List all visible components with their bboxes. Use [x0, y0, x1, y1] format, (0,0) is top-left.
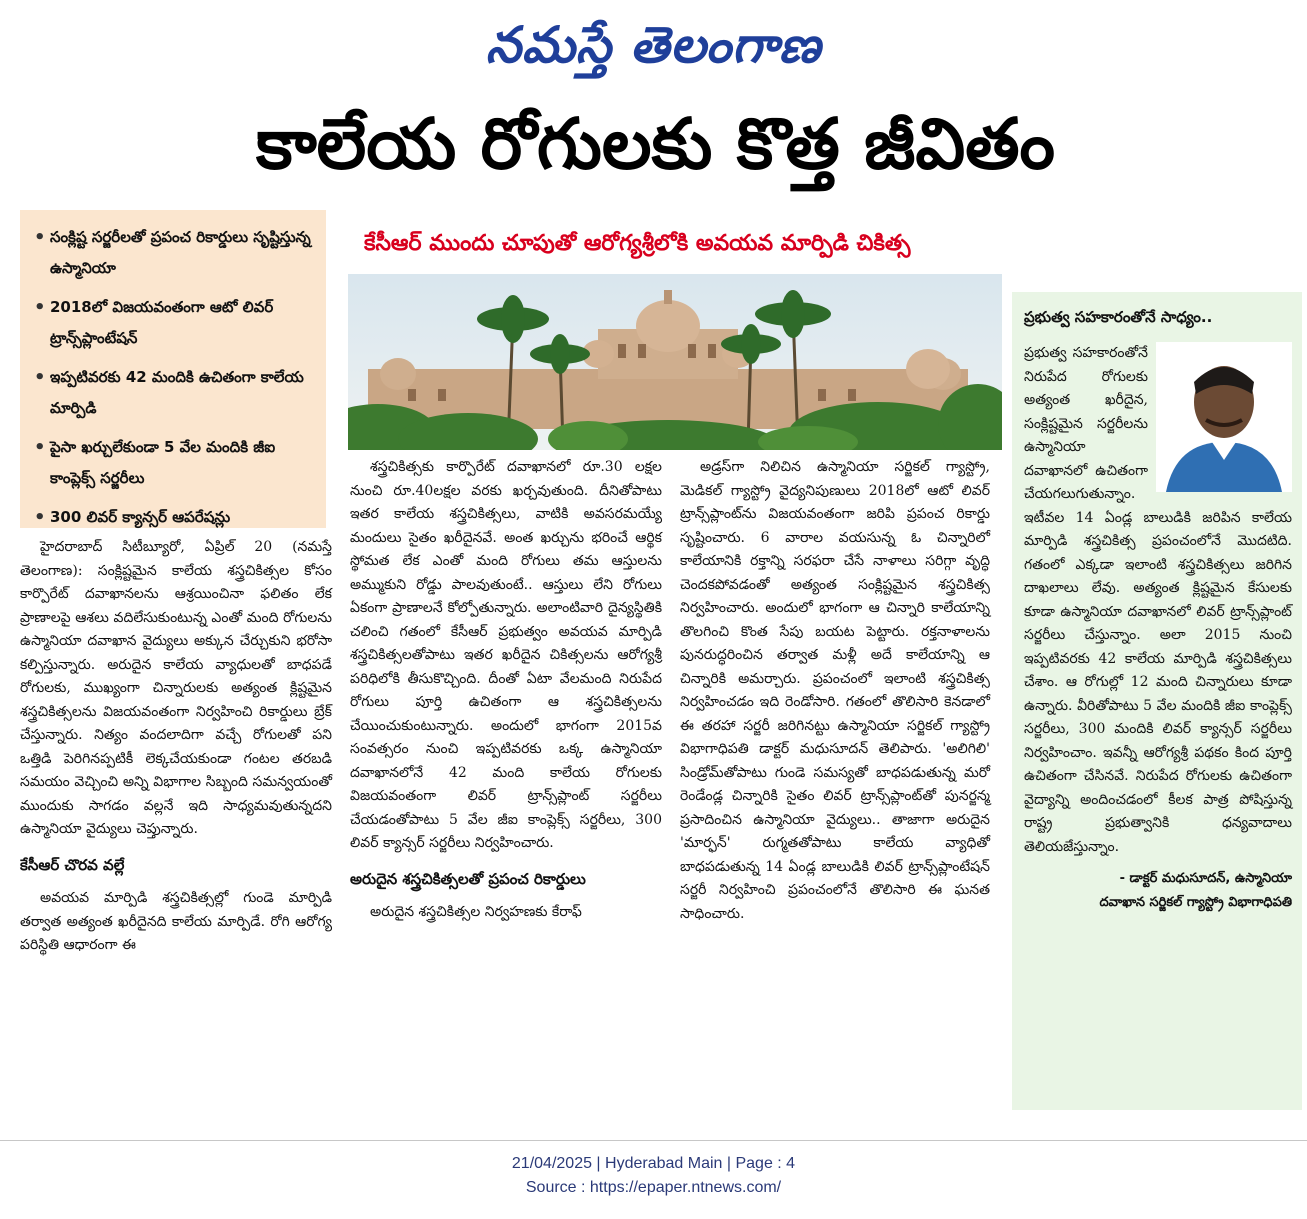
subheadline: కేసీఆర్ ముందు చూపుతో ఆరోగ్యశ్రీలోకి అవయవ మార్పిడి చికిత్స	[348, 214, 1002, 274]
article-paragraph: అవయవ మార్పిడి శస్త్రచికిత్సల్లో గుండె మార్పిడి తర్వాత అత్యంత ఖరీదైనది కాలేయ మార్పిడే. రోగి ఆరోగ్య పరిస్థితి ఆధారంగా ఈ	[20, 890, 332, 953]
sidebar-quote: ప్రభుత్వ సహకారంతోనే నిరుపేద రోగులకు అత్యంత ఖరీదైన, సంక్లిష్టమైన సర్జరీలను ఉస్మానియా దవాఖానలో ఉచితంగా చేయగలుగుతున్నాం. ఇటీవల 14 ఏండ్ల బాలుడికి జరిపిన కాలేయ మార్పిడి శస్త్రచికిత్స ప్రపంచంలోనే మొదటిది. గతంలో ఎక్కడా ఇలాంటి శస్త్రచికిత్సలు జరిగిన దాఖలాలు లేవు. అత్యంత క్లిష్టమైన కేసులకు కూడా ఉస్మానియా దవాఖానలో లివర్ ట్రాన్స్‌ప్లాంట్ సర్జరీలు చేస్తున్నాం. అలా 2015 నుంచి ఇప్పటివరకు 42 కాలేయ మార్పిడి శస్త్రచికిత్సలు చేశాం. ఆ రోగుల్లో 12 మంది చిన్నారులు కూడా ఉన్నారు. వీరితోపాటు 5 వేల మందికి జీఐ కాంప్లెక్స్ సర్జరీలు, 300 మందికి లివర్ క్యాన్సర్ సర్జరీలు నిర్వహించాం. ఇవన్నీ ఆరోగ్యశ్రీ పథకం కింద పూర్తి ఉచితంగా చేసినవే. నిరుపేద రోగులకు ఉచితంగా వైద్యాన్ని అందించడంలో కీలక పాత్ర పోషిస్తున్న రాష్ట్ర ప్రభుత్వానికి ధన్యవాదాలు తెలియజేస్తున్నాం.	[1024, 345, 1292, 855]
section-subtitle: కేసీఆర్ చొరవ వల్లే	[20, 855, 125, 874]
masthead-logo: నమస్తే తెలంగాణ	[485, 15, 822, 74]
doctor-photo	[1156, 342, 1292, 492]
article-paragraph: అరుదైన శస్త్రచికిత్సల నిర్వహణకు కేరాఫ్	[370, 904, 582, 920]
headline: కాలేయ రోగులకు కొత్త జీవితం	[255, 103, 1056, 185]
article-paragraph: శస్త్రచికిత్సకు కార్పొరేట్ దవాఖానలో రూ.30 లక్షల నుంచి రూ.40లక్షల వరకు ఖర్చవుతుంది. దీనితోపాటు ఇతర కాలేయ శస్త్రచికిత్సలు, వాటికి అవసరమయ్యే మందులు సైతం ఖరీదైనవే. అంత ఖర్చును భరించే ఆర్థిక స్థోమత లేక ఎంతో మంది రోగులు తమ ఆస్తులను అమ్ముకుని రోడ్డు పాలవుతుంటే.. ఆస్తులు లేని రోగులు ఏకంగా ప్రాణాలనే కోల్పోతున్నారు. అలాంటివారి దైన్యస్థితికి చలించి గతంలో కేసీఆర్ ప్రభుత్వం అవయవ మార్పిడి శస్త్రచికిత్సలతోపాటు ఇతర ఖరీదైన చికిత్సలను ఆరోగ్యశ్రీ పరిధిలోకి తీసుకొచ్చింది. దీంతో ఏటా వేలమంది నిరుపేద రోగులు పూర్తి ఉచితంగా ఆ శస్త్రచికిత్సలను చేయించుకుంటున్నారు. అందులో భాగంగా 2015వ సంవత్సరం నుంచి ఇప్పటివరకు ఒక్క ఉస్మానియా దవాఖానలోనే 42 మంది కాలేయ రోగులకు విజయవంతంగా లివర్ ట్రాన్స్‌ప్లాంట్ సర్జరీలు చేయడంతోపాటు 5 వేల జీఐ కాంప్లెక్స్ సర్జరీలు, 300 లివర్ క్యాన్సర్ సర్జరీలు నిర్వహించారు.	[350, 459, 662, 851]
highlight-item: • పైసా ఖర్చులేకుండా 5 వేల మందికి జీఐ కాంప్లెక్స్ సర్జరీలు	[32, 432, 318, 494]
hospital-photo	[348, 274, 1002, 450]
sidebar-signature	[1024, 867, 1292, 915]
footer-edition: 21/04/2025 | Hyderabad Main | Page : 4	[511, 1155, 796, 1172]
sidebar-title: ప్రభుత్వ సహకారంతోనే సాధ్యం..	[1024, 308, 1213, 326]
highlight-item: • 300 లివర్ క్యాన్సర్ ఆపరేషన్లు	[32, 502, 318, 533]
highlight-item: • ఇప్పటివరకు 42 మందికి ఉచితంగా కాలేయ మార్పిడి	[32, 362, 318, 424]
article-paragraph: హైదరాబాద్ సిటీబ్యూరో, ఏప్రిల్ 20 (నమస్తే తెలంగాణ): సంక్లిష్టమైన కాలేయ శస్త్రచికిత్సల కోసం కార్పొరేట్ దవాఖానలను ఆశ్రయించినా ఫలితం లేక ప్రాణాలపై ఆశలు వదిలేసుకుంటున్న ఎంతో మంది రోగులను ఉస్మానియా దవాఖాన వైద్యులు అక్కున చేర్చుకుని భరోసా కల్పిస్తున్నారు. అరుదైన కాలేయ వ్యాధులతో బాధపడే రోగులకు, ముఖ్యంగా చిన్నారులకు అత్యంత క్లిష్టమైన శస్త్రచికిత్సలను విజయవంతంగా నిర్వహించి రికార్డులు బ్రేక్ చేస్తున్నారు. నిత్యం వందలాదిగా వచ్చే రోగులతో పని ఒత్తిడి పెరిగినప్పటికీ లెక్కచేయకుండా గంటల తరబడి సమయం వెచ్చించి అన్ని విభాగాల సిబ్బంది సమన్వయంతో ముందుకు సాగడం వల్లనే ఇది సాధ్యమవుతున్నదని ఉస్మానియా వైద్యులు చెప్తున్నారు.	[20, 539, 332, 837]
footer	[0, 1152, 1307, 1200]
signature-line: దవాఖాన సర్జికల్ గ్యాస్ట్రో విభాగాధిపతి	[1099, 895, 1292, 910]
photo-box	[348, 214, 1002, 450]
highlight-item: • 2018లో విజయవంతంగా ఆటో లివర్ ట్రాన్స్‌ప్లాంటేషన్	[32, 292, 318, 354]
footer-divider	[0, 1140, 1307, 1141]
footer-source: Source : https://epaper.ntnews.com/	[525, 1179, 782, 1196]
article-column-2	[350, 456, 662, 925]
article-column-3	[680, 456, 990, 926]
article-paragraph: అడ్రస్‌గా నిలిచిన ఉస్మానియా సర్జికల్ గ్యాస్ట్రో, మెడికల్ గ్యాస్ట్రో వైద్యనిపుణులు 2018లో ఆటో లివర్ ట్రాన్స్‌ప్లాంట్‌ను విజయవంతంగా జరిపి ప్రపంచ రికార్డు సృష్టించారు. 6 వారాల వయసున్న ఓ చిన్నారిలో కాలేయానికి రక్తాన్ని సరఫరా చేసే నాళాలు సరిగ్గా వృద్ధి చెందకపోవడంతో అత్యంత సంక్లిష్టమైన శస్త్రచికిత్స నిర్వహించారు. అందులో భాగంగా ఆ చిన్నారి కాలేయాన్ని తొలగించి కొంత సేపు బయట పెట్టారు. రక్తనాళాలను పునరుద్ధరించిన తర్వాత మళ్లీ అదే కాలేయాన్ని ఆ చిన్నారికి అమర్చారు. ప్రపంచంలో ఇలాంటి శస్త్రచికిత్స నిర్వహించడం ఇది రెండోసారి. గతంలో తొలిసారి కెనడాలో ఈ తరహా సర్జరీ జరిగినట్టు ఉస్మానియా సర్జికల్ గ్యాస్ట్రో విభాగాధిపతి డాక్టర్ మధుసూదన్ తెలిపారు. 'అలిగిలి' సిండ్రోమ్‌తోపాటు గుండె సమస్యతో బాధపడుతున్న మరో రెండేండ్ల చిన్నారికి సైతం లివర్ ట్రాన్స్‌ప్లాంట్‌తో పునర్జన్మ ప్రసాదించిన ఉస్మానియా వైద్యులు.. తాజాగా అరుదైన 'మార్ఫన్' రుగ్మతతోపాటు కాలేయ వ్యాధితో బాధపడుతున్న 14 ఏండ్ల బాలుడికి లివర్ ట్రాన్స్‌ప్లాంటేషన్ సర్జరీ నిర్వహించి ప్రపంచంలోనే తొలిసారి ఈ ఘనత సాధించారు.	[680, 459, 990, 922]
signature-line: - డాక్టర్ మధుసూదన్, ఉస్మానియా	[1119, 871, 1292, 886]
quote-sidebar	[1012, 292, 1302, 1110]
highlights-box	[20, 210, 326, 528]
section-subtitle: అరుదైన శస్త్రచికిత్సలతో ప్రపంచ రికార్డులు	[350, 869, 586, 888]
highlight-item: • సంక్లిష్ట సర్జరీలతో ప్రపంచ రికార్డులు సృష్టిస్తున్న ఉస్మానియా	[32, 222, 318, 284]
article-column-1	[20, 536, 332, 958]
